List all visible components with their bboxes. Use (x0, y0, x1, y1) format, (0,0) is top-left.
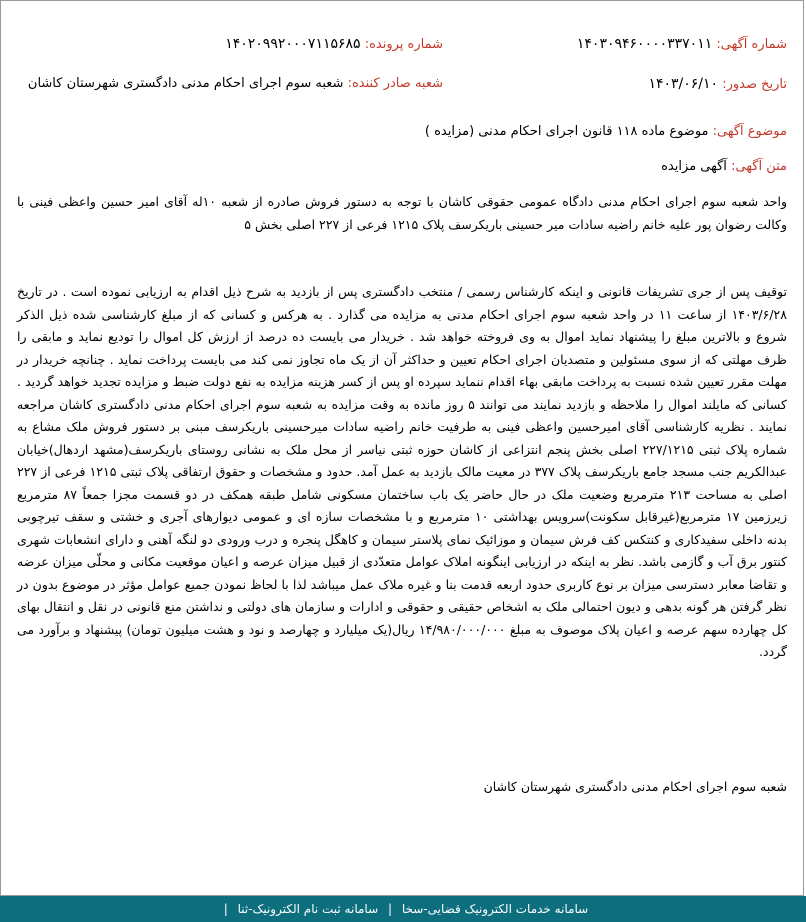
footer-link-sana[interactable]: سامانه ثبت نام الکترونیک-ثنا (237, 902, 379, 916)
notice-text-value: آگهی مزایده (661, 159, 727, 174)
notice-paragraph-2: توقیف پس از جری تشریفات قانونی و اینکه کارشناس رسمی / منتخب دادگستری پس از بازدید به شرح ذیل اقدام به ارزیابی نموده است . در تاریخ ۱۴۰۳/۶/۲۸ از ساعت ۱۱ در واحد شعبه سوم اجرای احکام مدنی به مزایده می گذارد . به هرکس و کسانی که از مبلغ کارشناسی شده ذیل الذکر شروع و بالاترین مبلغ را پیشنهاد نماید اموال به وی فروخته خواهد شد . خریدار می بایست ده درصد از ارزش کل اموال را تودیع نماید و مابقی را ظرف مهلتی که از سوی مسئولین و متصدیان اجرای احکام تعیین و حداکثر آن از یک ماه تجاوز نمی کند می بایست پرداخت نماید . چنانچه خریدار در مهلت مقرر تعیین شده نسبت به پرداخت مابقی بهاء اقدام ننماید سپرده او پس از کسر هزینه مزایده به نفع دولت ضبط و مزایده تجدید خواهد گردید . کسانی که مایلند اموال را ملاحظه و بازدید نمایند می توانند ۵ روز مانده به وقت مزایده به شعبه سوم اجرای احکام مدنی دادگستری کاشان مراجعه نمایند . نظریه کارشناسی آقای امیرحسین واعظی فینی به طرفیت خانم راضیه سادات میرحسینی باریکرسف مبنی بر دستور فروش ملک مشاع به شماره پلاک ثبتی ۲۲۷/۱۲۱۵ اصلی بخش پنجم انتزاعی از کاشان حوزه ثبتی نیاسر از محل ملک به نشانی روستای باریکرسف(مشهد اردهال)خیابان عبدالکریم جنب مسجد جامع باریکرسف پلاک ۳۷۷ در معیت مالک بازدید به عمل آمد. حدود و مشخصات و حقوق ارتفاقی پلاک ثبتی ۱۲۱۵ فرعی از ۲۲۷ اصلی به مساحت ۲۱۳ مترمربع وضعیت ملک در حال حاضر یک باب ساختمان مسکونی شامل طبقه همکف در دو قسمت مجزا جمعاً ۸۷ مترمربع زیرزمین ۱۷ مترمربع(غیرقابل سکونت)سرویس بهداشتی ۱۰ مترمربع و با مشخصات سازه ای و عمومی دیوارهای آجری و خشتی و سقف تیرچوبی بدنه داخلی سفیدکاری و کنتکس کف فرش سیمان و موزائیک نمای پلاستر سیمان و کاهگل پنجره و درب ورودی دو لنگه آهنی و دارای انشعابات شهری کنتور برق آب و گازمی باشد. نظر به اینکه در ارزیابی اینگونه املاک عوامل متعدّدی از قبیل میزان عرصه و اعیان موقعیت مکانی و محلّی میزان عرضه و تقاضا معابر دسترسی میزان بر نوع کاربری حدود اربعه قدمت بنا و غیره ملاک عمل میباشد لذا با لحاظ نمودن جمیع عوامل مؤثر در موضوع بدون در نظر گرفتن هر گونه بدهی و دیون احتمالی ملک به اشخاص حقیقی و حقوقی و ادارات و سازمان های دولتی و نداشتن منع قانونی در نقل و انتقال بهای کل چهارده سهم عرصه و اعیان پلاک موصوف به مبلغ ۱۴/۹۸۰/۰۰۰/۰۰۰ ریال(یک میلیارد و چهارصد و نود و هشت میلیون تومان) پیشنهاد و برآورد می گردد. (17, 284, 787, 659)
ad-number-value: ۱۴۰۳۰۹۴۶۰۰۰۰۳۳۷۰۱۱ (576, 36, 713, 52)
notice-text-label: متن آگهی: (731, 159, 787, 174)
issue-date-row (648, 73, 787, 95)
subject-value: موضوع ماده ۱۱۸ قانون اجرای احکام مدنی (مزایده ) (424, 124, 709, 139)
issuing-branch-label: شعبه صادر کننده: (347, 76, 443, 91)
footer-bar (0, 896, 806, 922)
case-number-value: ۱۴۰۲۰۹۹۲۰۰۰۷۱۱۵۶۸۵ (225, 36, 361, 52)
ad-number-label: شماره آگهی: (716, 37, 787, 52)
footer-separator: | (387, 902, 392, 916)
notice-text-row (661, 156, 787, 178)
notice-paragraph-1: واحد شعبه سوم اجرای احکام مدنی دادگاه عمومی حقوقی کاشان با توجه به دستور فروش صادره از شعبه ۱۰له آقای امیر حسین واعظی فینی با وکالت رضوان پور علیه خانم راضیه سادات میر حسینی باریکرسف پلاک ۱۲۱۵ فرعی از ۲۲۷ اصلی بخش ۵ (17, 194, 787, 232)
subject-label: موضوع آگهی: (712, 124, 787, 139)
case-number-row (225, 33, 443, 55)
issuing-branch-row (28, 73, 443, 95)
ad-number-row (577, 33, 787, 55)
footer-separator-end: | (223, 902, 228, 916)
issuing-branch-value: شعبه سوم اجرای احکام مدنی دادگستری شهرستان کاشان (27, 76, 344, 91)
notice-signature: شعبه سوم اجرای احکام مدنی دادگستری شهرستان کاشان (483, 779, 787, 794)
issue-date-label: تاریخ صدور: (722, 77, 787, 92)
issue-date-value: ۱۴۰۳/۰۶/۱۰ (648, 76, 719, 92)
subject-row (425, 121, 787, 143)
case-number-label: شماره پرونده: (364, 37, 443, 52)
footer-link-sakha[interactable]: سامانه خدمات الکترونیک قضایی-سخا (401, 902, 589, 916)
